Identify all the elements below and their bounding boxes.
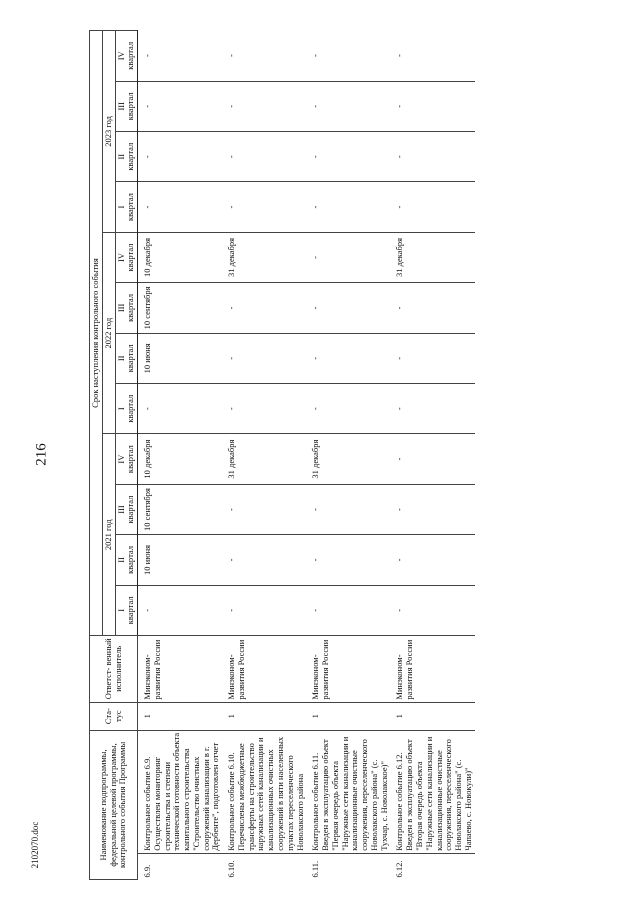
quarter-word: квартал <box>125 344 136 373</box>
row-date-cell: - <box>390 535 474 585</box>
header-quarter <box>115 182 138 232</box>
quarter-word: квартал <box>125 92 136 121</box>
row-date-cell: - <box>138 182 223 232</box>
quarter-numeral: III <box>115 505 126 514</box>
row-status: 1 <box>138 702 223 730</box>
row-date-cell: 31 декабря <box>222 232 306 282</box>
row-date-cell: 31 декабря <box>390 232 474 282</box>
header-quarter <box>115 283 138 333</box>
quarter-word: квартал <box>125 243 136 272</box>
row-date-cell: - <box>306 182 390 232</box>
row-date-cell: - <box>390 434 474 484</box>
quarter-numeral: II <box>115 153 126 160</box>
row-date-cell: - <box>306 384 390 434</box>
row-date-cell: 10 сентября <box>138 283 223 333</box>
header-quarter <box>115 535 138 585</box>
quarter-numeral: I <box>115 608 126 612</box>
row-date-cell: - <box>222 333 306 383</box>
quarter-numeral: II <box>115 557 126 563</box>
header-executor: Ответст- венный исполнитель <box>90 636 138 703</box>
header-status: Ста- тус <box>90 702 138 730</box>
header-quarter <box>115 232 138 282</box>
row-date-cell: - <box>222 585 306 635</box>
quarter-word: квартал <box>125 142 136 171</box>
quarter-numeral: IV <box>115 51 126 61</box>
row-number: 6.12. <box>394 860 405 878</box>
row-date-cell: - <box>306 535 390 585</box>
row-date-cell: 31 декабря <box>222 434 306 484</box>
row-date-cell: - <box>390 31 474 82</box>
header-year: 2023 год <box>102 31 115 233</box>
quarter-word: квартал <box>125 445 136 474</box>
table-row <box>138 31 223 880</box>
row-status: 1 <box>222 702 306 730</box>
quarter-word: квартал <box>125 596 136 625</box>
header-quarter <box>115 585 138 635</box>
table-row <box>390 31 474 880</box>
header-timing: Срок наступления контрольного события <box>90 31 103 636</box>
row-date-cell: - <box>222 484 306 534</box>
quarter-numeral: IV <box>115 253 126 262</box>
table-row <box>222 31 306 880</box>
quarter-word: квартал <box>125 41 136 70</box>
row-date-cell: 10 июня <box>138 535 223 585</box>
row-number: 6.9. <box>142 864 153 878</box>
row-name: Контрольное событие 6.12. Введен в эксплуатацию объект "Вторая очередь объекта "Наружные сети канализации и канализационные очистные сооружения, переселенческого Новолакского района" (с. Чапаево, с. Новокули)" <box>390 730 474 853</box>
row-date-cell: - <box>306 31 390 82</box>
quarter-word: квартал <box>125 293 136 322</box>
row-date-cell: - <box>222 384 306 434</box>
row-date-cell: - <box>222 131 306 181</box>
row-date-cell: - <box>390 81 474 131</box>
header-quarter <box>115 384 138 434</box>
row-date-cell: - <box>306 585 390 635</box>
quarter-numeral: I <box>115 407 126 411</box>
row-number: 6.11. <box>310 860 321 878</box>
table-row <box>306 31 390 880</box>
row-date-cell: - <box>390 484 474 534</box>
row-date-cell: - <box>222 283 306 333</box>
header-quarter <box>115 484 138 534</box>
row-date-cell: - <box>390 333 474 383</box>
quarter-word: квартал <box>125 546 136 574</box>
row-date-cell: - <box>390 182 474 232</box>
row-date-cell: - <box>138 31 223 82</box>
row-name: Контрольное событие 6.10. Перечислены межбюджетные трансферты на строительство наружных сетей канализации и канализационных очистных сооружений в пяти населенных пунктах переселенческого Новолакского района <box>222 730 306 853</box>
row-date-cell: - <box>390 131 474 181</box>
quarter-numeral: I <box>115 205 126 209</box>
page-number: 216 <box>33 443 50 466</box>
row-date-cell: - <box>306 131 390 181</box>
row-date-cell: 10 июня <box>138 333 223 383</box>
quarter-word: квартал <box>125 193 136 222</box>
row-date-cell: - <box>390 384 474 434</box>
quarter-numeral: III <box>115 102 126 111</box>
quarter-word: квартал <box>125 394 136 423</box>
row-date-cell: - <box>306 283 390 333</box>
header-year: 2022 год <box>102 232 115 434</box>
row-date-cell: - <box>306 333 390 383</box>
control-events-table <box>89 30 475 880</box>
quarter-word: квартал <box>125 495 136 524</box>
row-date-cell: - <box>138 81 223 131</box>
row-date-cell: - <box>222 81 306 131</box>
header-quarter <box>115 131 138 181</box>
quarter-numeral: IV <box>115 454 126 464</box>
row-date-cell: - <box>306 484 390 534</box>
row-executor: Минэконом- развития России <box>390 636 474 703</box>
quarter-numeral: II <box>115 355 126 362</box>
row-name: Контрольное событие 6.11. Введен в эксплуатацию объект "Первая очередь объекта "Наружные сети канализации и канализационные очистные сооружения, переселенческого Новолакского района" (с. Тухчар, с. Новолакское)" <box>306 730 390 853</box>
header-year: 2021 год <box>102 434 115 636</box>
row-date-cell: 10 декабря <box>138 434 223 484</box>
header-name: Наименование подпрограммы, федеральной целевой программы, контрольного события Программы <box>90 730 138 879</box>
row-date-cell: - <box>222 535 306 585</box>
row-date-cell: - <box>138 131 223 181</box>
footer-filename: 2102070.doc <box>30 821 40 869</box>
row-date-cell: - <box>222 31 306 82</box>
row-date-cell: - <box>306 81 390 131</box>
row-executor: Минэконом- развития России <box>222 636 306 703</box>
row-date-cell: - <box>306 232 390 282</box>
row-date-cell: - <box>138 585 223 635</box>
row-date-cell: 10 сентября <box>138 484 223 534</box>
row-date-cell: - <box>222 182 306 232</box>
row-status: 1 <box>390 702 474 730</box>
header-quarter <box>115 31 138 82</box>
row-number: 6.10. <box>226 860 237 878</box>
row-date-cell: - <box>390 585 474 635</box>
rotated-table-container <box>89 30 639 880</box>
header-quarter <box>115 333 138 383</box>
row-name: Контрольное событие 6.9. Осуществлен мониторинг строительства и степени технической готовности объекта капитального строительства "Строительство очистных сооружений канализации в г. Дербенте", подготовлен отчет <box>138 730 223 853</box>
row-date-cell: - <box>138 384 223 434</box>
row-executor: Минэконом- развития России <box>138 636 223 703</box>
header-quarter <box>115 434 138 484</box>
quarter-numeral: III <box>115 303 126 313</box>
row-status: 1 <box>306 702 390 730</box>
row-date-cell: 31 декабря <box>306 434 390 484</box>
row-date-cell: - <box>390 283 474 333</box>
row-date-cell: 10 декабря <box>138 232 223 282</box>
header-quarter <box>115 81 138 131</box>
row-executor: Минэконом- развития России <box>306 636 390 703</box>
